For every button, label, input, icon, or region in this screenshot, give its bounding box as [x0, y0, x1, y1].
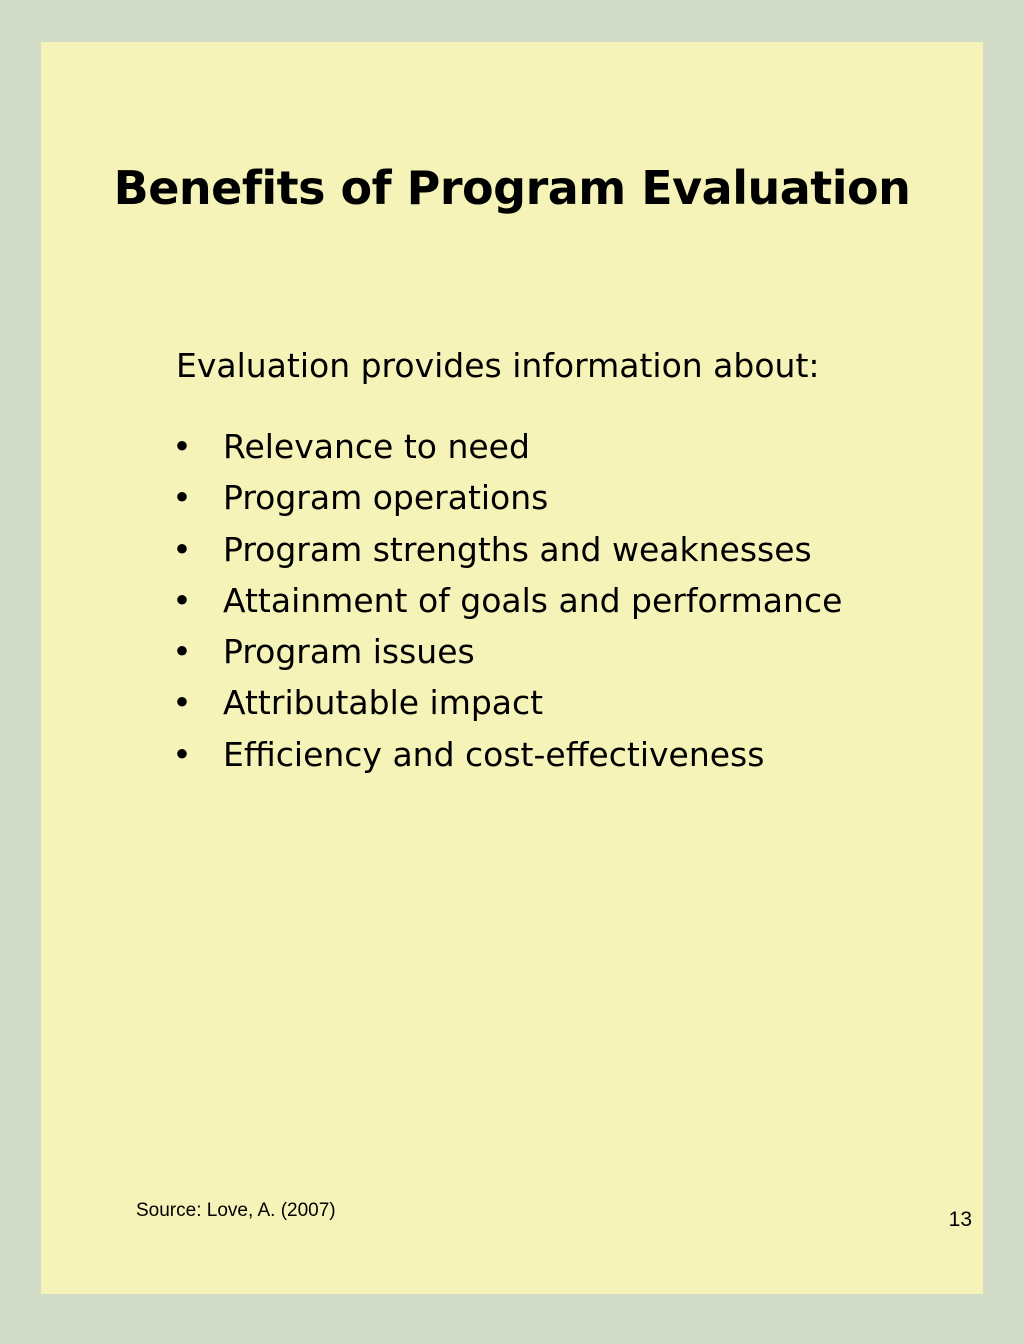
bullet-icon: •: [172, 632, 192, 672]
bullet-icon: •: [172, 427, 192, 466]
bullet-text: Efficiency and cost-effectiveness: [223, 734, 765, 774]
bullet-text: Relevance to need: [223, 427, 530, 466]
bullet-text: Program strengths and weaknesses: [223, 529, 812, 569]
bullet-icon: •: [172, 683, 192, 723]
bullet-text: Program operations: [223, 478, 549, 518]
page-number: 13: [948, 1208, 972, 1231]
bullet-icon: •: [172, 529, 192, 569]
intro-text: Evaluation provides information about:: [176, 346, 820, 385]
bullet-text: Attainment of goals and performance: [223, 580, 843, 620]
bullet-text: Attributable impact: [223, 683, 544, 723]
bullet-text: Program issues: [223, 632, 475, 672]
slide-title: Benefits of Program Evaluation: [113, 161, 911, 215]
source-citation: Source: Love, A. (2007): [136, 1200, 336, 1221]
bullet-icon: •: [172, 580, 192, 620]
bullet-icon: •: [172, 734, 192, 774]
bullet-icon: •: [172, 478, 192, 518]
